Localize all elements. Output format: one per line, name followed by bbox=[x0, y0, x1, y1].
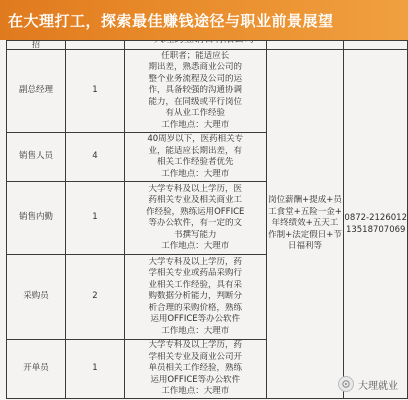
benefit-line: 作制+法定假日+节 bbox=[268, 229, 342, 240]
title-banner bbox=[0, 0, 408, 40]
watermark-text: 大理就业 bbox=[358, 380, 398, 392]
header-cell: 招 bbox=[7, 41, 66, 50]
work-location: 工作地点：大理市 bbox=[161, 119, 230, 130]
job-count: 1 bbox=[66, 50, 125, 133]
req-line: 购数据分析能力，判断分 bbox=[148, 291, 242, 302]
benefit-line: 工食堂+五险一金+ bbox=[268, 206, 342, 217]
job-requirements bbox=[124, 255, 266, 340]
req-line: 相关工作经验者优先 bbox=[156, 157, 234, 167]
contact-cell bbox=[344, 50, 408, 399]
req-line: 作，具备较强的沟通协调 bbox=[148, 85, 242, 96]
req-line: 学相关专业及商业公司开 bbox=[148, 351, 242, 362]
job-title: 开单员 bbox=[7, 340, 66, 399]
work-location: 工作地点：大理市 bbox=[161, 168, 230, 179]
job-title: 副总经理 bbox=[7, 50, 66, 133]
benefit-line: 年终绩效+五天工 bbox=[271, 218, 339, 229]
req-line: 运用OFFICE等办公软件 bbox=[150, 374, 241, 385]
phone-number: 0872-2126012 bbox=[344, 213, 407, 223]
job-count: 1 bbox=[66, 340, 125, 399]
req-line: 单员相关工作经验，熟练 bbox=[148, 363, 242, 374]
job-requirements bbox=[124, 340, 266, 399]
req-line: 药相关专业及相关商业工 bbox=[148, 195, 242, 205]
req-line: 大学专科及以上学历，医 bbox=[148, 183, 242, 194]
benefit-line: 岗位薪酬+提成+员 bbox=[268, 195, 342, 206]
req-line: 书撰写能力 bbox=[173, 229, 217, 240]
req-line: 有从业工作经验 bbox=[165, 108, 225, 119]
work-location: 工作地点：大理市 bbox=[161, 386, 230, 397]
job-title: 销售内勤 bbox=[7, 182, 66, 255]
req-line: 业，能适应长期出差，有 bbox=[148, 145, 242, 156]
job-count: 2 bbox=[66, 255, 125, 340]
benefit-line: 日福利等 bbox=[287, 241, 322, 252]
job-requirements bbox=[124, 133, 266, 182]
banner-title: 在大理打工，探索最佳赚钱途径与职业前景展望 bbox=[8, 12, 334, 30]
phone-number: 13518707069 bbox=[345, 225, 406, 235]
job-count: 1 bbox=[66, 182, 125, 255]
req-line: 运用OFFICE等办公软件 bbox=[150, 314, 241, 325]
wechat-channel-icon bbox=[338, 376, 354, 392]
work-location: 工作地点：大理市 bbox=[161, 241, 230, 251]
req-line: 期出差，熟悉商业公司的 bbox=[148, 62, 242, 73]
req-line: 任职者；能适应长 bbox=[161, 50, 230, 61]
req-line: 大学专科及以上学历，药 bbox=[148, 256, 242, 267]
job-table bbox=[6, 40, 408, 399]
req-line: 作经验，熟练运用OFFICE bbox=[146, 206, 245, 217]
req-line: 40周岁以下，医药相关专 bbox=[147, 134, 244, 144]
benefits-cell bbox=[266, 50, 344, 399]
source-watermark bbox=[338, 376, 398, 392]
job-requirements bbox=[124, 50, 266, 133]
job-title: 销售人员 bbox=[7, 133, 66, 182]
table-row bbox=[7, 50, 408, 133]
req-line: 能力，在同级或平行岗位 bbox=[148, 96, 242, 107]
req-line: 析合理的采购价格，熟练 bbox=[148, 302, 242, 313]
req-line: 业相关工作经验，具有采 bbox=[148, 279, 242, 290]
work-location: 工作地点：大理市 bbox=[161, 325, 230, 336]
req-line: 大学专科及以上学历，药 bbox=[148, 340, 242, 351]
req-line: 整个业务流程及公司的运 bbox=[148, 73, 242, 84]
job-title: 采购员 bbox=[7, 255, 66, 340]
job-requirements bbox=[124, 182, 266, 255]
req-line: 等办公软件，有一定的文 bbox=[148, 218, 242, 228]
req-line: 学相关专业或药品采购行 bbox=[148, 268, 242, 279]
job-count: 4 bbox=[66, 133, 125, 182]
